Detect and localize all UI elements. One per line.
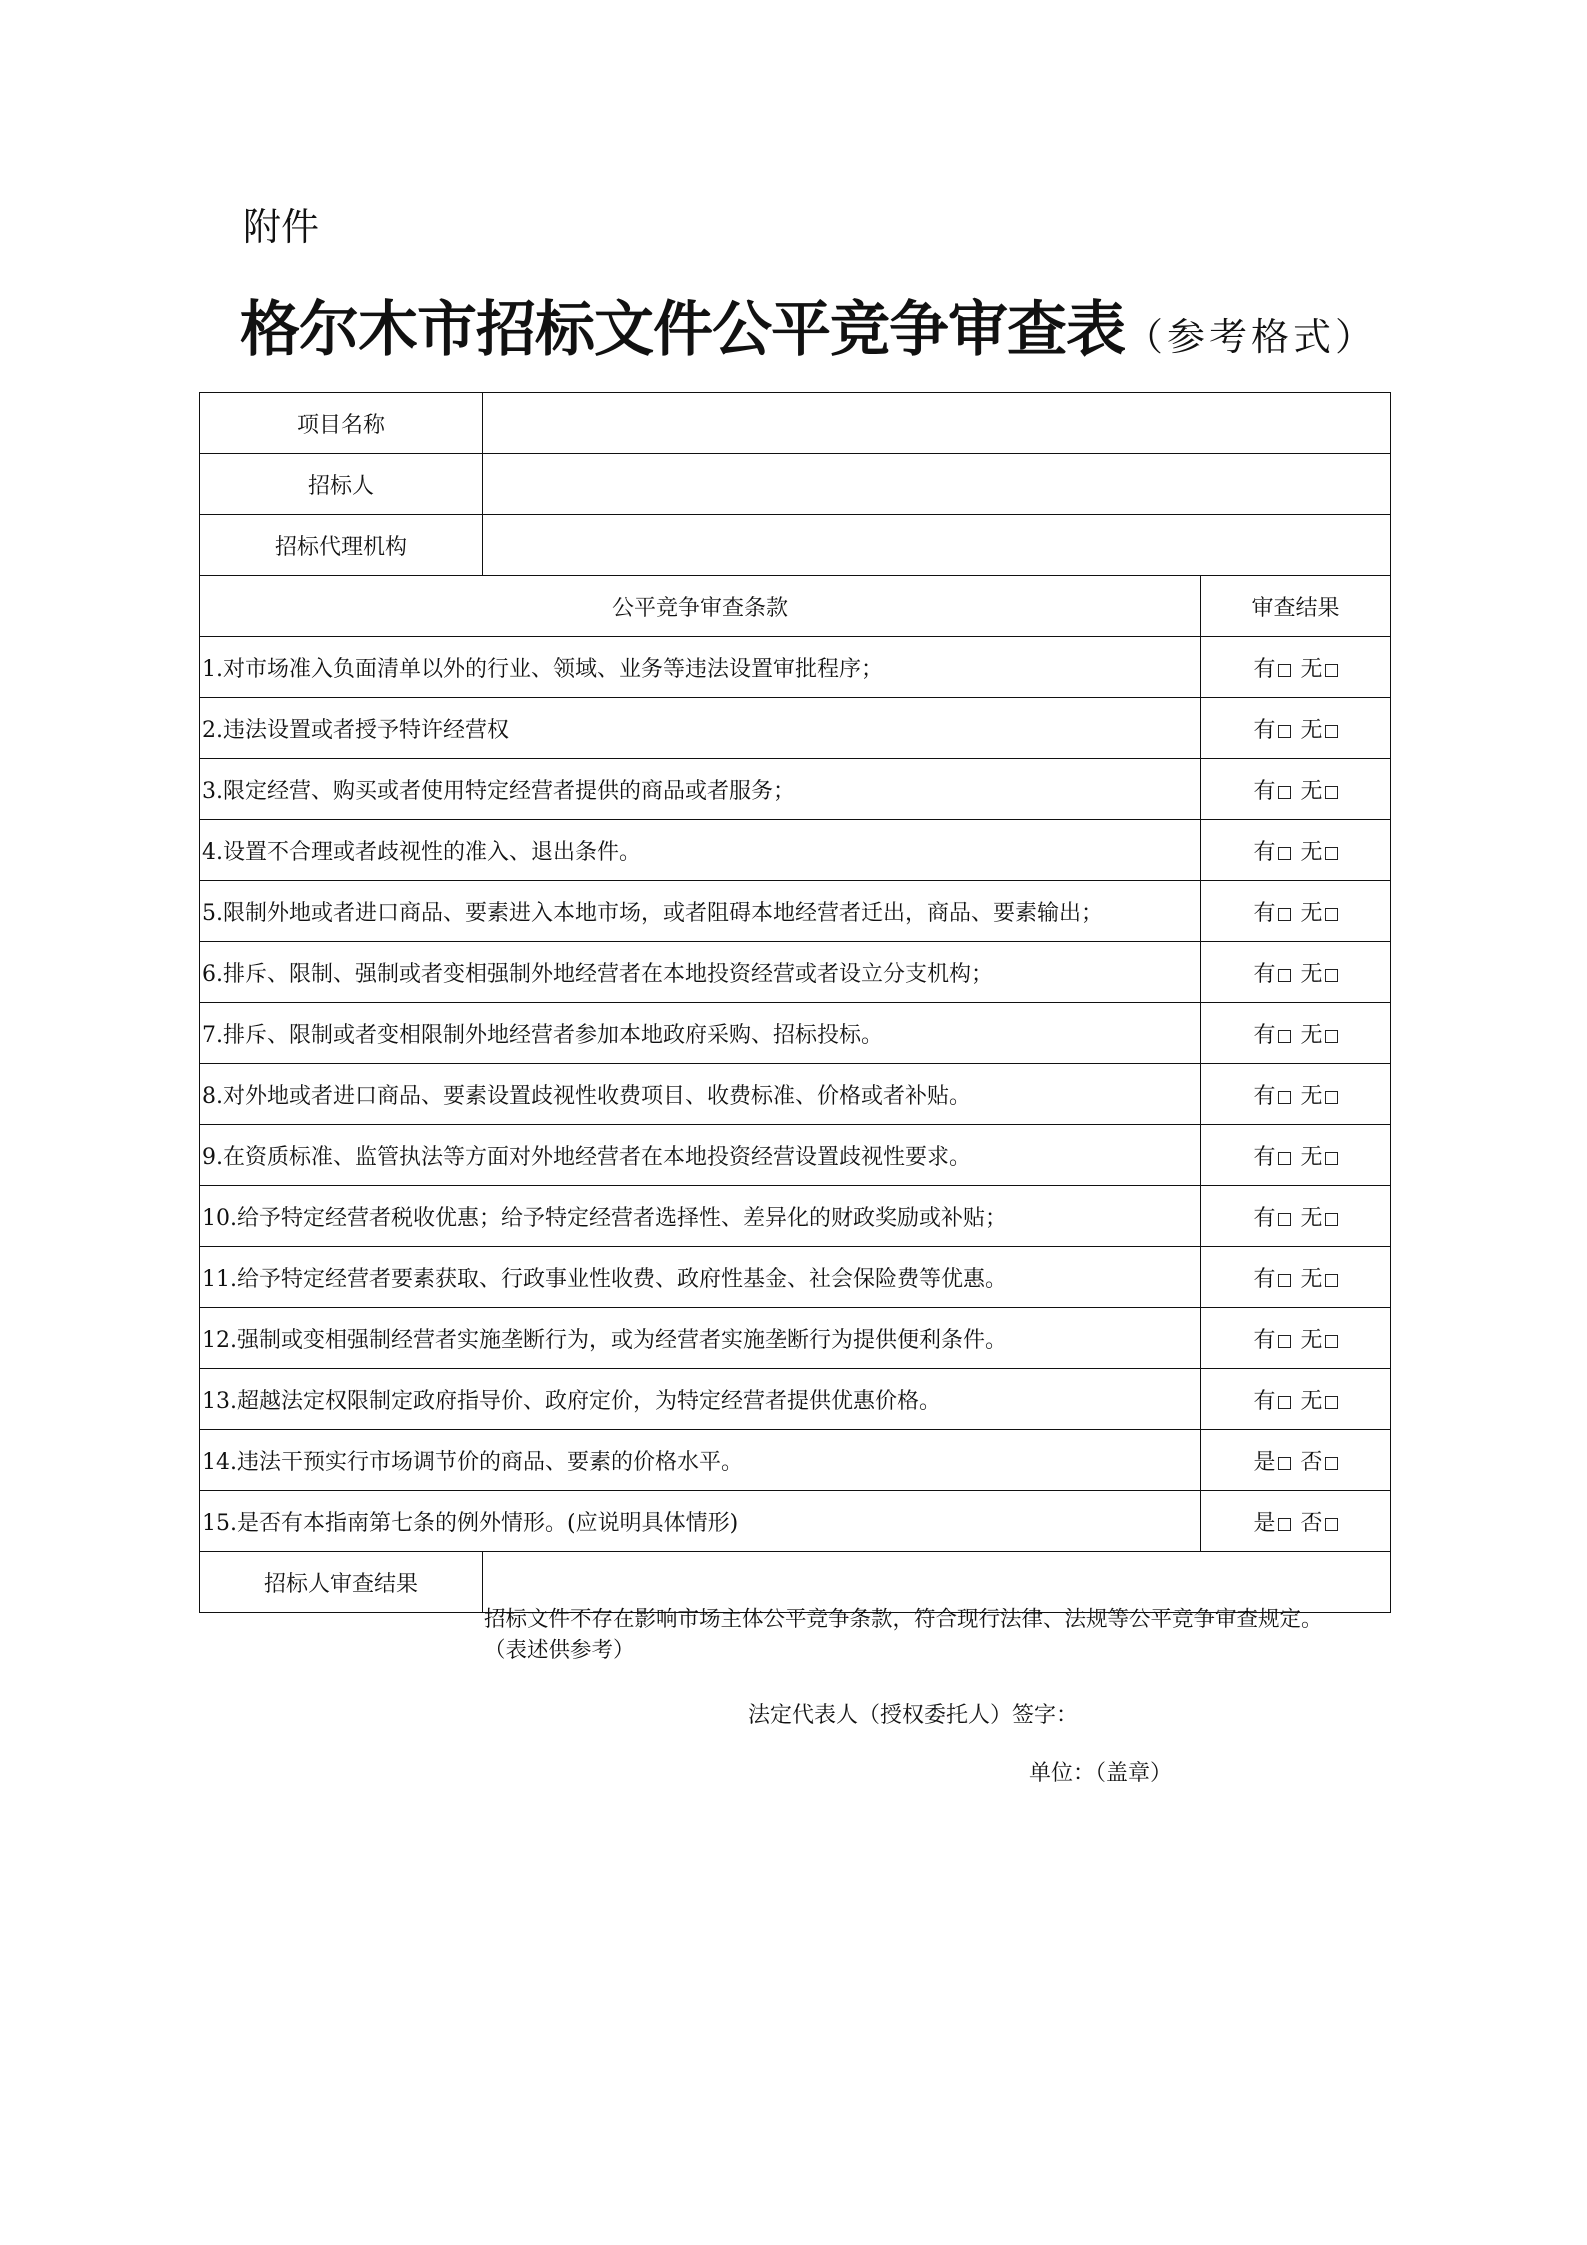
clause-result: [1201, 1369, 1391, 1430]
option-2-label: 无: [1300, 1022, 1323, 1048]
checkbox-icon[interactable]: [1278, 1457, 1291, 1470]
clause-text: 14.违法干预实行市场调节价的商品、要素的价格水平。: [200, 1430, 1201, 1491]
option-2-label: 无: [1300, 961, 1323, 987]
option-2-label: 无: [1300, 1083, 1323, 1109]
agency-field[interactable]: [483, 515, 1391, 576]
checkbox-icon[interactable]: [1278, 786, 1291, 799]
table-header-row: [200, 576, 1391, 637]
checkbox-icon[interactable]: [1325, 1213, 1338, 1226]
clause-row: [200, 698, 1391, 759]
checkbox-icon[interactable]: [1278, 969, 1291, 982]
checkbox-icon[interactable]: [1325, 786, 1338, 799]
checkbox-icon[interactable]: [1278, 847, 1291, 860]
checkbox-icon[interactable]: [1325, 664, 1338, 677]
clause-result: [1201, 759, 1391, 820]
clause-result: [1201, 698, 1391, 759]
statement-line-2: （表述供参考）: [484, 1638, 635, 1663]
clause-row: [200, 759, 1391, 820]
option-2-label: 无: [1300, 1144, 1323, 1170]
clause-row: [200, 1125, 1391, 1186]
clause-row: [200, 637, 1391, 698]
clause-result: [1201, 1186, 1391, 1247]
final-review-label: 招标人审查结果: [200, 1552, 483, 1613]
option-2-label: 无: [1300, 900, 1323, 926]
option-1-label: 有: [1253, 778, 1276, 804]
checkbox-icon[interactable]: [1278, 1030, 1291, 1043]
clause-result: [1201, 1064, 1391, 1125]
option-2-label: 无: [1300, 717, 1323, 743]
checkbox-icon[interactable]: [1278, 664, 1291, 677]
clause-row: [200, 1430, 1391, 1491]
option-1-label: 有: [1253, 717, 1276, 743]
clause-row: [200, 1369, 1391, 1430]
checkbox-icon[interactable]: [1278, 908, 1291, 921]
clause-row: [200, 820, 1391, 881]
result-column-header: 审查结果: [1201, 576, 1391, 637]
checkbox-icon[interactable]: [1278, 725, 1291, 738]
document-title: [240, 282, 1377, 368]
checkbox-icon[interactable]: [1325, 1518, 1338, 1531]
checkbox-icon[interactable]: [1325, 1091, 1338, 1104]
title-sub: （参考格式）: [1125, 315, 1378, 359]
option-2-label: 无: [1300, 1327, 1323, 1353]
clause-result: [1201, 1430, 1391, 1491]
option-1-label: 有: [1253, 656, 1276, 682]
clause-text: 3.限定经营、购买或者使用特定经营者提供的商品或者服务；: [200, 759, 1201, 820]
checkbox-icon[interactable]: [1325, 847, 1338, 860]
checkbox-icon[interactable]: [1278, 1213, 1291, 1226]
option-2-label: 无: [1300, 839, 1323, 865]
clause-text: 7.排斥、限制或者变相限制外地经营者参加本地政府采购、招标投标。: [200, 1003, 1201, 1064]
checkbox-icon[interactable]: [1278, 1274, 1291, 1287]
review-table: [199, 392, 1391, 1786]
final-statement: [484, 1604, 1323, 1666]
option-1-label: 有: [1253, 1144, 1276, 1170]
checkbox-icon[interactable]: [1278, 1091, 1291, 1104]
clause-result: [1201, 1308, 1391, 1369]
clause-result: [1201, 1125, 1391, 1186]
clause-text: 5.限制外地或者进口商品、要素进入本地市场，或者阻碍本地经营者迁出，商品、要素输出；: [200, 881, 1201, 942]
attachment-label: 附件: [243, 205, 320, 249]
option-2-label: 无: [1300, 1388, 1323, 1414]
info-row-agency: [200, 515, 1391, 576]
option-1-label: 有: [1253, 1327, 1276, 1353]
option-1-label: 有: [1253, 1388, 1276, 1414]
checkbox-icon[interactable]: [1278, 1152, 1291, 1165]
clause-row: [200, 1064, 1391, 1125]
option-1-label: 有: [1253, 1022, 1276, 1048]
clause-row: [200, 881, 1391, 942]
clause-text: 4.设置不合理或者歧视性的准入、退出条件。: [200, 820, 1201, 881]
info-label: 招标人: [200, 454, 483, 515]
clause-text: 1.对市场准入负面清单以外的行业、领域、业务等违法设置审批程序；: [200, 637, 1201, 698]
option-2-label: 无: [1300, 1205, 1323, 1231]
clause-result: [1201, 1491, 1391, 1552]
clause-text: 9.在资质标准、监管执法等方面对外地经营者在本地投资经营设置歧视性要求。: [200, 1125, 1201, 1186]
checkbox-icon[interactable]: [1325, 1457, 1338, 1470]
info-row-project-name: [200, 393, 1391, 454]
title-main: 格尔木市招标文件公平竞争审查表: [240, 295, 1125, 365]
option-2-label: 无: [1300, 1266, 1323, 1292]
option-2-label: 无: [1300, 778, 1323, 804]
info-label: 项目名称: [200, 393, 483, 454]
checkbox-icon[interactable]: [1325, 1030, 1338, 1043]
clause-row: [200, 1003, 1391, 1064]
final-review-content: [483, 1552, 1391, 1786]
clause-row: [200, 1247, 1391, 1308]
checkbox-icon[interactable]: [1278, 1396, 1291, 1409]
clause-result: [1201, 1247, 1391, 1308]
checkbox-icon[interactable]: [1278, 1518, 1291, 1531]
clause-result: [1201, 820, 1391, 881]
clause-text: 13.超越法定权限制定政府指导价、政府定价，为特定经营者提供优惠价格。: [200, 1369, 1201, 1430]
checkbox-icon[interactable]: [1325, 969, 1338, 982]
clause-text: 11.给予特定经营者要素获取、行政事业性收费、政府性基金、社会保险费等优惠。: [200, 1247, 1201, 1308]
checkbox-icon[interactable]: [1325, 1396, 1338, 1409]
option-1-label: 是: [1253, 1510, 1276, 1536]
signature-label: 法定代表人（授权委托人）签字：: [748, 1703, 1079, 1728]
clause-text: 2.违法设置或者授予特许经营权: [200, 698, 1201, 759]
option-1-label: 是: [1253, 1449, 1276, 1475]
checkbox-icon[interactable]: [1325, 725, 1338, 738]
clause-column-header: 公平竞争审查条款: [200, 576, 1201, 637]
clause-text: 10.给予特定经营者税收优惠；给予特定经营者选择性、差异化的财政奖励或补贴；: [200, 1186, 1201, 1247]
option-1-label: 有: [1253, 1205, 1276, 1231]
clause-text: 15.是否有本指南第七条的例外情形。(应说明具体情形): [200, 1491, 1201, 1552]
project-name-field[interactable]: [483, 393, 1391, 454]
clause-text: 12.强制或变相强制经营者实施垄断行为，或为经营者实施垄断行为提供便利条件。: [200, 1308, 1201, 1369]
option-1-label: 有: [1253, 961, 1276, 987]
checkbox-icon[interactable]: [1325, 1335, 1338, 1348]
option-1-label: 有: [1253, 1083, 1276, 1109]
unit-seal-label: 单位：（盖章）: [1029, 1761, 1173, 1786]
option-2-label: 无: [1300, 656, 1323, 682]
checkbox-icon[interactable]: [1325, 1152, 1338, 1165]
clause-result: [1201, 1003, 1391, 1064]
clause-text: 6.排斥、限制、强制或者变相强制外地经营者在本地投资经营或者设立分支机构；: [200, 942, 1201, 1003]
option-1-label: 有: [1253, 839, 1276, 865]
statement-line-1: 招标文件不存在影响市场主体公平竞争条款，符合现行法律、法规等公平竞争审查规定。: [484, 1607, 1323, 1632]
clause-result: [1201, 637, 1391, 698]
clause-result: [1201, 881, 1391, 942]
option-1-label: 有: [1253, 900, 1276, 926]
tenderer-field[interactable]: [483, 454, 1391, 515]
option-1-label: 有: [1253, 1266, 1276, 1292]
option-2-label: 否: [1300, 1510, 1323, 1536]
checkbox-icon[interactable]: [1325, 908, 1338, 921]
checkbox-icon[interactable]: [1278, 1335, 1291, 1348]
info-row-tenderer: [200, 454, 1391, 515]
clause-row: [200, 1491, 1391, 1552]
checkbox-icon[interactable]: [1325, 1274, 1338, 1287]
final-review-row: [200, 1552, 1391, 1613]
clause-result: [1201, 942, 1391, 1003]
info-label: 招标代理机构: [200, 515, 483, 576]
clause-text: 8.对外地或者进口商品、要素设置歧视性收费项目、收费标准、价格或者补贴。: [200, 1064, 1201, 1125]
clause-row: [200, 942, 1391, 1003]
clause-row: [200, 1308, 1391, 1369]
option-2-label: 否: [1300, 1449, 1323, 1475]
clause-row: [200, 1186, 1391, 1247]
